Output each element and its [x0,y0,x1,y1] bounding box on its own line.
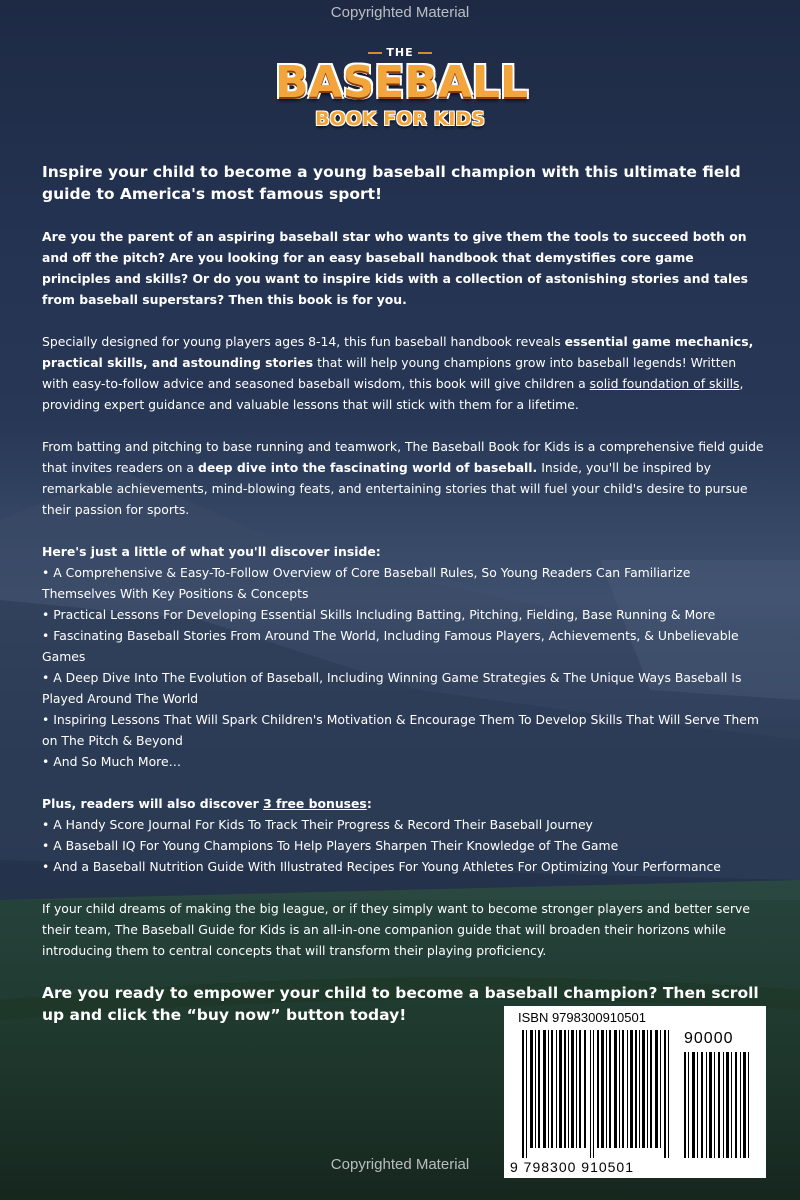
call-to-action: Are you ready to empower your child to become a baseball champion? Then scroll up and click the “buy now” button today! [42,984,759,1024]
isbn-barcode [504,1006,766,1178]
headline: Inspire your child to become a young baseball champion with this ultimate field guide to America's most famous sport! [42,163,741,203]
closing-paragraph: If your child dreams of making the big league, or if they simply want to become stronger players and better serve their team, The Baseball Guide for Kids is an all-in-one companion guide that will broaden their horizons while introducing them to central concepts that will transform their playing proficiency. [42,901,751,958]
description-paragraph [42,331,764,415]
list-item: • Fascinating Baseball Stories From Around The World, Including Famous Players, Achievements, & Unbelievable Games [42,628,739,664]
isbn-label: ISBN 9798300910501 [518,1010,646,1025]
discover-list-title: Here's just a little of what you'll discover inside: [42,544,381,559]
bonuses-list [42,793,764,877]
list-item: • A Handy Score Journal For Kids To Track Their Progress & Record Their Baseball Journey [42,817,593,832]
list-item: • A Baseball IQ For Young Champions To Help Players Sharpen Their Knowledge of The Game [42,838,619,853]
logo-the-text: THE [364,46,435,59]
para2-text-c: that will help young champions grow into baseball legends! Written with easy-to-follow advice and seasoned baseball wisdom, this book will give children a [42,355,737,391]
intro-paragraph: Are you the parent of an aspiring baseball star who wants to give them the tools to succeed both on and off the pitch? Are you looking for an easy baseball handbook that demystifies core game principles and skills? Or do you want to inspire kids with a collection of astonishing stories and tales from baseball superstars? Then this book is for you. [42,229,749,307]
logo-title: BASEBALL [275,57,528,108]
overview-paragraph [42,436,764,520]
para3-highlight: deep dive into the fascinating world of baseball. [197,460,538,475]
list-item: • A Comprehensive & Easy-To-Follow Overview of Core Baseball Rules, So Young Readers Can Familiarize Themselves With Key Positions & Concepts [42,565,691,601]
book-logo [275,40,528,152]
logo-subtitle: BOOK FOR KIDS [315,108,485,130]
para2-text-a: Specially designed for young players ages 8-14, this fun baseball handbook reveals [42,334,565,349]
isbn-digits: 9 798300 910501 [510,1159,634,1175]
list-item: • Inspiring Lessons That Will Spark Children's Motivation & Encourage Them To Develop Skills That Will Serve Them on The Pitch & Beyond [42,712,759,748]
para2-underlined: solid foundation of skills [589,376,740,391]
bonuses-list-title [42,793,764,814]
bonuses-title-highlight: 3 free bonuses [263,796,367,811]
list-item: • And So Much More… [42,754,182,769]
price-code: 90000 [684,1030,734,1047]
para3-text-a: From batting and pitching to base running and teamwork, The Baseball Book for Kids is a comprehensive field guide that invites readers on a [42,439,764,475]
copyright-watermark-top: Copyrighted Material [330,4,470,21]
barcode-main-bars [522,1030,672,1158]
list-item: • A Deep Dive Into The Evolution of Baseball, Including Winning Game Strategies & The Unique Ways Baseball Is Played Around The World [42,670,742,706]
para2-text-e: , providing expert guidance and valuable lessons that will stick with them for a lifetime. [42,376,744,412]
back-cover-text [42,161,764,1026]
copyright-watermark-bottom: Copyrighted Material [330,1156,470,1173]
para3-text-c: Inside, you'll be inspired by remarkable achievements, mind-blowing feats, and entertaining stories that will fuel your child's desire to pursue their passion for sports. [42,460,748,517]
barcode-price-bars [684,1052,750,1158]
para2-highlight: essential game mechanics, practical skills, and astounding stories [42,334,754,370]
discover-list [42,541,764,772]
list-item: • And a Baseball Nutrition Guide With Illustrated Recipes For Young Athletes For Optimizing Your Performance [42,859,721,874]
bonuses-title-c: : [366,796,372,811]
list-item: • Practical Lessons For Developing Essential Skills Including Batting, Pitching, Fielding, Base Running & More [42,607,716,622]
bonuses-title-a: Plus, readers will also discover [42,796,264,811]
